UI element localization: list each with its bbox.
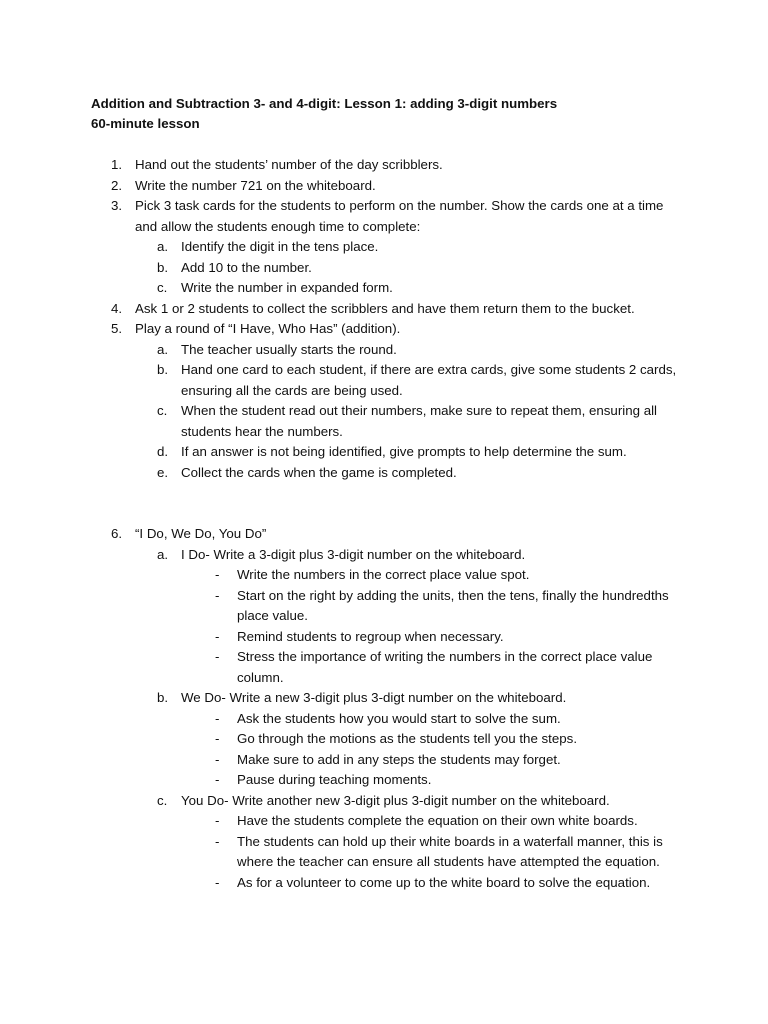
bullet-item [0,729,768,750]
substep-letter: d. [157,444,169,459]
dash-marker: - [215,772,220,787]
substep-text: Identify the digit in the tens place. [181,239,379,254]
substep-letter: c. [157,403,168,418]
step-text: Write the number 721 on the whiteboard. [135,177,376,193]
bullet-text: As for a volunteer to come up to the white board to solve the equation. [237,874,651,890]
bullet-text: Remind students to regroup when necessary. [237,628,504,644]
substep-letter: c. [157,280,168,295]
substep-item [0,278,768,299]
substep-letter: b. [157,690,169,705]
substep-text: The teacher usually starts the round. [181,341,397,357]
step-text: Play a round of “I Have, Who Has” (addition). [135,321,401,336]
substep-letter: a. [157,341,169,357]
dash-marker: - [215,751,220,767]
substep-item [0,237,768,258]
bullet-item [0,811,768,832]
step-number: 1. [111,157,123,172]
bullet-item [0,565,768,586]
step-number: 5. [111,321,123,336]
bullet-text: Have the students complete the equation on their own white boards. [237,813,638,828]
substep-letter: a. [157,239,169,254]
bullet-text: Pause during teaching moments. [237,772,432,787]
bullet-item [0,750,768,771]
substep-text: Write the number in expanded form. [181,280,393,295]
step-item [0,155,768,176]
substep-item [0,688,768,709]
bullet-text: Start on the right by adding the units, then the tens, finally the hundredths place value. [237,587,669,623]
dash-marker: - [215,710,220,726]
substep-text: I Do- Write a 3-digit plus 3-digit number on the whiteboard. [181,546,526,562]
bullet-text: Stress the importance of writing the numbers in the correct place value column. [237,649,653,685]
bullet-text: Go through the motions as the students tell you the steps. [237,731,578,746]
bullet-text: Make sure to add in any steps the students may forget. [237,751,561,767]
dash-marker: - [215,874,220,890]
step-text: Ask 1 or 2 students to collect the scribblers and have them return them to the bucket. [135,300,635,316]
substep-item [0,340,768,361]
bullet-item [0,709,768,730]
dash-marker: - [215,731,220,746]
substep-item [0,258,768,279]
substep-text: Add 10 to the number. [181,259,312,275]
step-text: Pick 3 task cards for the students to perform on the number. Show the cards one at a time and allow the students enough time to complete: [135,198,664,234]
substep-letter: a. [157,546,169,562]
step-text: “I Do, We Do, You Do” [135,526,267,541]
bullet-text: Write the numbers in the correct place value spot. [237,567,530,582]
bullet-item [0,832,768,873]
bullet-text: The students can hold up their white boards in a waterfall manner, this is where the teacher can ensure all students have attempted the equation. [237,833,663,869]
bullet-item [0,770,768,791]
dash-marker: - [215,833,220,849]
step-number: 6. [111,526,123,541]
title-line-1: Addition and Subtraction 3- and 4-digit: Lesson 1: adding 3-digit numbers [91,96,558,111]
step-number: 2. [111,177,123,193]
substep-text: If an answer is not being identified, give prompts to help determine the sum. [181,444,627,459]
step-item [0,319,768,340]
bullet-item [0,873,768,894]
bullet-item [0,647,768,688]
dash-marker: - [215,587,220,603]
substep-letter: b. [157,362,169,377]
substep-item [0,545,768,566]
lesson-title [91,94,557,134]
dash-marker: - [215,813,220,828]
step-item [0,524,768,545]
step-number: 4. [111,300,123,316]
substep-item [0,401,768,442]
step-item [0,176,768,197]
step-number: 3. [111,198,123,213]
bullet-item [0,586,768,627]
section-gap [0,483,768,524]
step-text: Hand out the students’ number of the day scribblers. [135,157,443,172]
dash-marker: - [215,567,220,582]
title-line-2: 60-minute lesson [91,116,200,131]
dash-marker: - [215,628,220,644]
substep-item [0,360,768,401]
bullet-text: Ask the students how you would start to solve the sum. [237,710,561,726]
substep-letter: b. [157,259,169,275]
substep-text: When the student read out their numbers, make sure to repeat them, ensuring all students hear the numbers. [181,403,657,439]
substep-item [0,463,768,484]
bullet-item [0,627,768,648]
substep-text: We Do- Write a new 3-digit plus 3-digt number on the whiteboard. [181,690,567,705]
substep-text: Collect the cards when the game is completed. [181,464,457,480]
substep-text: Hand one card to each student, if there are extra cards, give some students 2 cards, ensuring all the cards are being used. [181,362,677,398]
step-item [0,299,768,320]
substep-text: You Do- Write another new 3-digit plus 3-digit number on the whiteboard. [181,792,610,808]
substep-item [0,791,768,812]
step-item [0,196,768,237]
lesson-steps-list [0,155,768,893]
substep-item [0,442,768,463]
substep-letter: c. [157,792,168,808]
dash-marker: - [215,649,220,664]
substep-letter: e. [157,464,169,480]
